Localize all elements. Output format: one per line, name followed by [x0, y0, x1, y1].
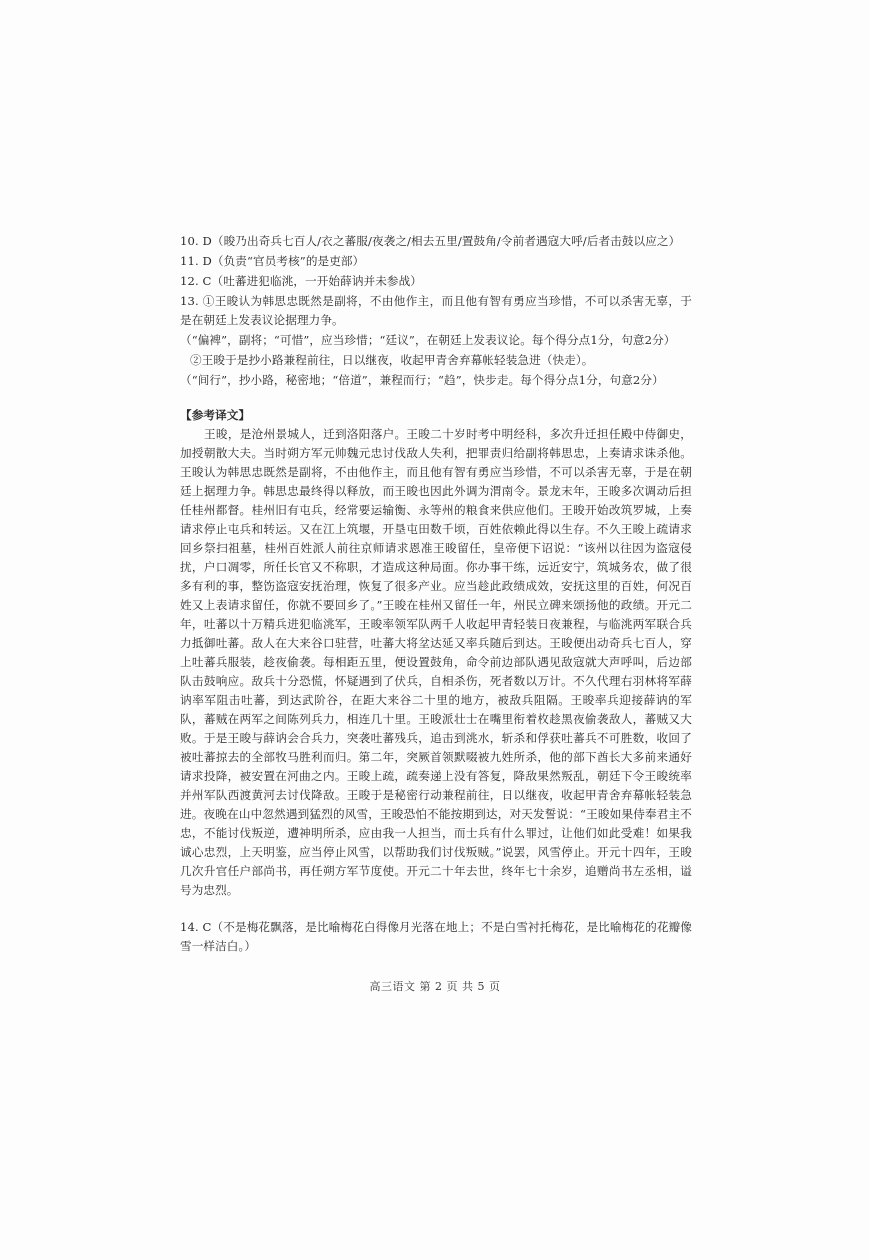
answer-list [180, 232, 692, 390]
answer-q12: 12. C（吐蕃进犯临洮，一开始薛讷并未参战） [180, 274, 422, 288]
page-footer: 高三语文 第 2 页 共 5 页 [369, 980, 501, 993]
answer-q13-part2: ②王晙于是抄小路兼程前往，日以继夜，收起甲青舍弃幕帐轻装急进（快走）。 [190, 353, 594, 367]
answer-q13-part2-scoring: （“间行”，抄小路，秘密地；“倍道”，兼程而行；“趋”，快步走。每个得分点1分，句意2分） [180, 373, 664, 387]
answer-q13-part1-scoring: （“偏裨”，副将；“可惜”，应当珍惜；“廷议”，在朝廷上发表议论。每个得分点1分，句意2分） [180, 333, 676, 347]
section-gap [180, 391, 692, 406]
translation-title: 【参考译文】 [180, 408, 251, 422]
answer-q13-part1: 13. ①王晙认为韩思忠既然是副将，不由他作主，而且他有智有勇应当珍惜，不可以杀害无辜，于是在朝廷上发表议论据理力争。 [180, 294, 692, 327]
answer-q10: 10. D（晙乃出奇兵七百人/衣之蕃服/夜袭之/相去五里/置鼓角/令前者遇寇大呼/后者击鼓以应之） [180, 234, 681, 248]
translation-body: 王晙，是沧州景城人，迁到洛阳落户。王晙二十岁时考中明经科，多次升迁担任殿中侍御史，加授朝散大夫。当时朔方军元帅魏元忠讨伐敌人失利，把罪责归给副将韩思忠，上奏请求诛杀他。王晙认为韩思忠既然是副将，不由他作主，而且他有智有勇应当珍惜，不可以杀害无辜，于是在朝廷上据理力争。韩思忠最终得以释放，而王晙也因此外调为渭南令。景龙末年，王晙多次调动后担任桂州都督。桂州旧有屯兵，经常要运输衡、永等州的粮食来供应他们。王晙开始改筑罗城，上奏请求停止屯兵和转运。又在江上筑堰，开垦屯田数千顷，百姓依赖此得以生存。不久王晙上疏请求回乡祭扫祖墓，桂州百姓派人前往京师请求恩准王晙留任，皇帝便下诏说：“该州以往因为盗寇侵扰，户口凋零，所任长官又不称职，才造成这种局面。你办事干练，远近安宁，筑城务农，做了很多有利的事，整饬盗寇安抚治理，恢复了很多产业。应当趁此政绩成效，安抚这里的百姓，何况百姓又上表请求留任，你就不要回乡了。”王晙在桂州又留任一年，州民立碑来颂扬他的政绩。开元二年，吐蕃以十万精兵进犯临洮军，王晙率领军队两千人收起甲青轻装日夜兼程，与临洮两军联合兵力抵御吐蕃。敌人在大来谷口驻营，吐蕃大将坌达延又率兵随后到达。王晙便出动奇兵七百人，穿上吐蕃兵服装，趁夜偷袭。每相距五里，便设置鼓角，命令前边部队遇见敌寇就大声呼叫，后边部队击鼓响应。敌兵十分恐慌，怀疑遇到了伏兵，自相杀伤，死者数以万计。不久代理右羽林将军薛讷率军阻击吐蕃，到达武阶谷，在距大来谷二十里的地方，被敌兵阻隔。王晙率兵迎接薛讷的军队，蕃贼在两军之间陈列兵力，相连几十里。王晙派壮士在嘴里衔着枚趁黑夜偷袭敌人，蕃贼又大败。于是王晙与薛讷会合兵力，突袭吐蕃残兵，追击到洮水，斩杀和俘获吐蕃兵不可胜数，收回了被吐蕃掠去的全部牧马胜利而归。第二年，突厥首领默啜被九姓所杀，他的部下酋长大多前来通好请求投降，被安置在河曲之内。王晙上疏，疏奏递上没有答复，降敌果然叛乱，朝廷下令王晙统率并州军队西渡黄河去讨伐降敌。王晙于是秘密行动兼程前往，日以继夜，收起甲青舍弃幕帐轻装急进。夜晚在山中忽然遇到猛烈的风雪，王晙恐怕不能按期到达，对天发誓说：“王晙如果侍奉君主不忠，不能讨伐叛逆，遭神明所杀，应由我一人担当，而士兵有什么罪过，让他们如此受难！如果我诚心忠烈，上天明鉴，应当停止风雪，以帮助我们讨伐叛贼。”说罢，风雪停止。开元十四年，王晙几次升官任户部尚书，再任朔方军节度使。开元二十年去世，终年七十余岁，追赠尚书左丞相，谥号为忠烈。 [180, 427, 692, 897]
answer-q14: 14. C（不是梅花飘落，是比喻梅花白得像月光落在地上；不是白雪衬托梅花，是比喻梅花的花瓣像雪一样洁白。） [180, 920, 692, 953]
answer-q11: 11. D（负责“官员考核”的是吏部） [180, 254, 365, 268]
answer-key-content [180, 232, 692, 956]
